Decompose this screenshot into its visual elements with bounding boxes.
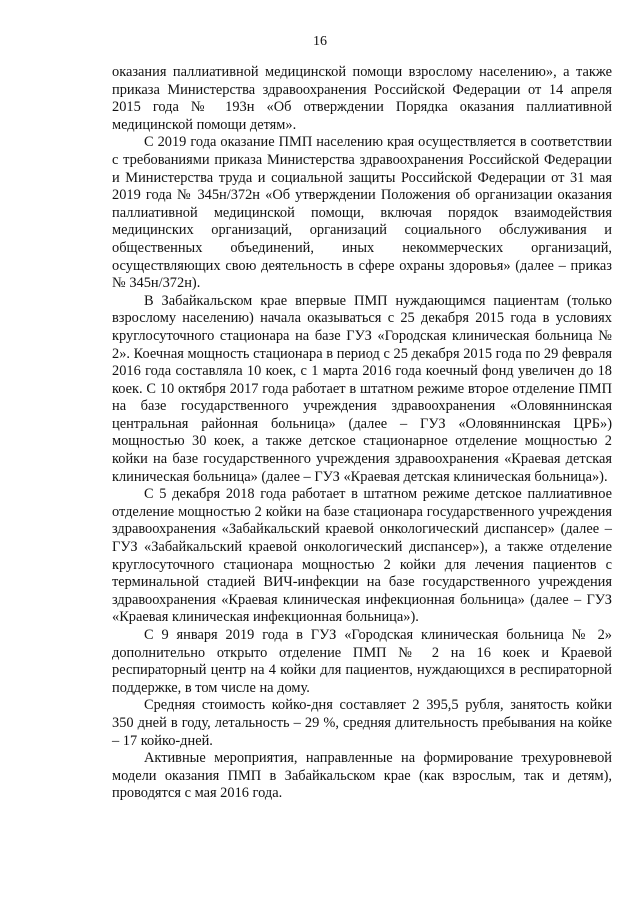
page-number: 16 [313,34,327,49]
paragraph-4: С 5 декабря 2018 года работает в штатном режиме детское паллиативное отделение мощностью 2 койки на базе стационара государственного учреждения здравоохранения «Забайкальский краевой онкологический диспансер» (далее – ГУЗ «Забайкальский краевой онкологический диспансер»), а также отделение круглосуточного стационара мощностью 2 койки для лечения пациентов с терминальной стадией ВИЧ-инфекции на базе государственного учреждения здравоохранения «Краевая клиническая инфекционная больница» (далее – ГУЗ «Краевая клиническая инфекционная больница»). [112,486,612,626]
paragraph-3: В Забайкальском крае впервые ПМП нуждающимся пациентам (только взрослому населению) начала оказываться с 25 декабря 2015 года в условиях круглосуточного стационара на базе ГУЗ «Городская клиническая больница № 2». Коечная мощность стационара в период с 25 декабря 2015 года по 29 февраля 2016 года составляла 10 коек, с 1 марта 2016 года коечный фонд увеличен до 18 коек. С 10 октября 2017 года работает в штатном режиме второе отделение ПМП на базе государственного учреждения здравоохранения «Оловяннинская центральная районная больница» (далее – ГУЗ «Оловяннинская ЦРБ») мощностью 30 коек, а также детское стационарное отделение мощностью 2 койки на базе государственного учреждения здравоохранения «Краевая детская клиническая больница» (далее – ГУЗ «Краевая детская клиническая больница»). [112,292,612,485]
paragraph-2: С 2019 года оказание ПМП населению края осуществляется в соответствии с требованиями приказа Министерства здравоохранения Российской Федерации и Министерства труда и социальной защиты Российской Федерации от 31 мая 2019 года № 345н/372н «Об утверждении Положения об организации оказания паллиативной медицинской помощи, включая порядок взаимодействия медицинских организаций, организаций социального обслуживания и общественных объединений, иных некоммерческих организаций, осуществляющих свою деятельность в сфере охраны здоровья» (далее – приказ № 345н/372н). [112,134,612,292]
paragraph-5: С 9 января 2019 года в ГУЗ «Городская клиническая больница № 2» дополнительно открыто отделение ПМП № 2 на 16 коек и Краевой респираторный центр на 4 койки для пациентов, нуждающихся в респираторной поддержке, в том числе на дому. [112,627,612,696]
paragraph-7: Активные мероприятия, направленные на формирование трехуровневой модели оказания ПМП в Забайкальском крае (как взрослым, так и детям), проводятся с мая 2016 года. [112,750,612,802]
document-body [112,64,612,803]
paragraph-1: оказания паллиативной медицинской помощи взрослому населению», а также приказа Министерства здравоохранения Российской Федерации от 14 апреля 2015 года № 193н «Об отверждении Порядка оказания паллиативной медицинской помощи детям». [112,64,612,133]
paragraph-6: Средняя стоимость койко-дня составляет 2 395,5 рубля, занятость койки 350 дней в году, летальность – 29 %, средняя длительность пребывания на койке – 17 койко-дней. [112,697,612,749]
